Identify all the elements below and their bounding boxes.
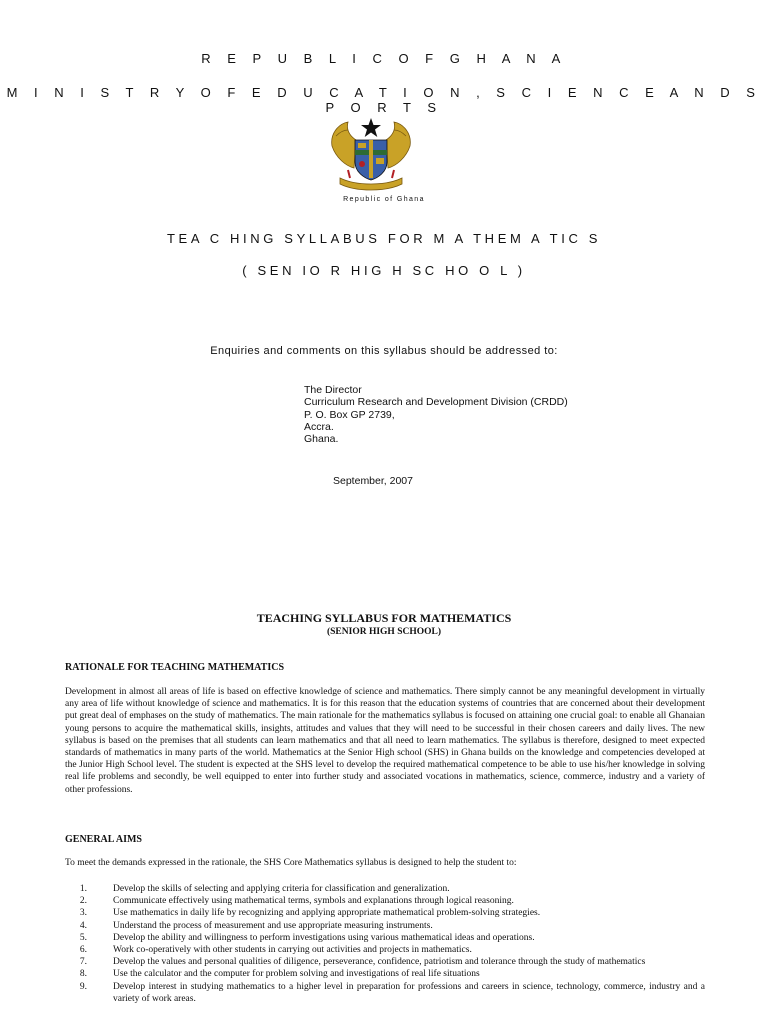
country-title: R E P U B L I C O F G H A N A: [201, 51, 567, 66]
enquiries-text: Enquiries and comments on this syllabus should be addressed to:: [210, 345, 558, 357]
list-item-text: Understand the process of measurement and use appropriate measuring instruments.: [113, 920, 433, 931]
list-item-text: Develop interest in studying mathematics to a higher level in preparation for professions and careers in science, technology, commerce, industry and a variety of work areas.: [113, 981, 705, 1004]
list-item-text: Use the calculator and the computer for problem solving and investigations of real life situations: [113, 969, 480, 980]
body-subtitle: (SENIOR HIGH SCHOOL): [326, 627, 442, 637]
list-item-number: 5.: [79, 932, 87, 943]
rationale-paragraph: Development in almost all areas of life is based on effective knowledge of science and mathematics. There simply cannot be any meaningful development in virtually any area of life without knowledge of science and mathematics. It is for this reason that the education systems of countries that are concerned about their development put great deal of emphases on the study of mathematics. The main rationale for the mathematics syllabus is focused on attaining one crucial goal: to enable all Ghanaian young persons to acquire the mathematical skills, insights, attitudes and values that they will need to be successful in their chosen careers and daily lives. The new syllabus is based on the premises that all students can learn mathematics and that all need to learn mathematics. The syllabus is therefore, designed to meet expected standards of mathematics in many parts of the world. Mathematics at the Senior High school (SHS) in Ghana builds on the knowledge and competencies developed at the Junior High School level. The student is expected at the SHS level to develop the required mathematical competence to be able to use his/her knowledge in solving real life problems and secondly, be well equipped to enter into further study and associated vocations in mathematics, science, commerce, industry and a variety of other professions.: [65, 687, 705, 795]
address-line: P. O. Box GP 2739,: [304, 408, 395, 421]
list-item-number: 3.: [79, 908, 87, 919]
coat-of-arms-icon: [328, 116, 414, 192]
list-item-number: 1.: [79, 884, 87, 894]
list-item-text: Develop the values and personal qualities of diligence, perseverance, confidence, patriotism and tolerance through the study of mathematics: [113, 957, 646, 968]
list-item-text: Work co-operatively with other students in carrying out activities and projects in mathematics.: [113, 945, 472, 956]
list-item: [65, 968, 705, 980]
rationale-heading: RATIONALE FOR TEACHING MATHEMATICS: [65, 662, 285, 673]
list-item-number: 6.: [79, 945, 87, 956]
list-item: [65, 895, 705, 907]
list-item-text: Develop the ability and willingness to perform investigations using various mathematical ideas and operations.: [113, 932, 535, 943]
list-item: [65, 883, 705, 895]
list-item: [65, 981, 705, 1005]
address-line: Curriculum Research and Development Division (CRDD): [304, 396, 568, 409]
address-line: The Director: [304, 384, 362, 396]
list-item-number: 9.: [79, 981, 87, 992]
address-line: Ghana.: [304, 433, 339, 446]
crest-caption: Republic of Ghana: [343, 196, 425, 203]
general-aims-intro: To meet the demands expressed in the rationale, the SHS Core Mathematics syllabus is designed to help the student to:: [65, 858, 517, 868]
body-title: TEACHING SYLLABUS FOR MATHEMATICS: [256, 611, 512, 625]
list-item: [65, 956, 705, 968]
ministry-title: M I N I S T R Y O F E D U C A T I O N , S C I E N C E A N D S P O R T S: [6, 85, 762, 115]
general-aims-list: [65, 883, 705, 1005]
syllabus-title: TEA C HING SYLLABUS FOR M A THEM A TIC S: [166, 231, 602, 246]
list-item: [65, 920, 705, 932]
list-item-number: 4.: [79, 920, 87, 931]
list-item-number: 8.: [79, 969, 87, 980]
address-block: [304, 384, 568, 445]
list-item-text: Use mathematics in daily life by recognizing and applying appropriate mathematical problem-solving strategies.: [113, 908, 541, 919]
general-aims-heading: GENERAL AIMS: [65, 834, 142, 845]
list-item-text: Communicate effectively using mathematical terms, symbols and explanations through logical reasoning.: [113, 896, 514, 907]
syllabus-subtitle: ( SEN IO R HIG H SC HO O L ): [242, 263, 526, 278]
list-item-number: 7.: [79, 957, 87, 968]
list-item-text: Develop the skills of selecting and applying criteria for classification and generalization.: [113, 884, 450, 894]
list-item: [65, 932, 705, 944]
list-item-number: 2.: [79, 896, 87, 907]
list-item: [65, 907, 705, 919]
publication-date: September, 2007: [333, 475, 413, 487]
address-line: Accra.: [304, 420, 334, 433]
list-item: [65, 944, 705, 956]
